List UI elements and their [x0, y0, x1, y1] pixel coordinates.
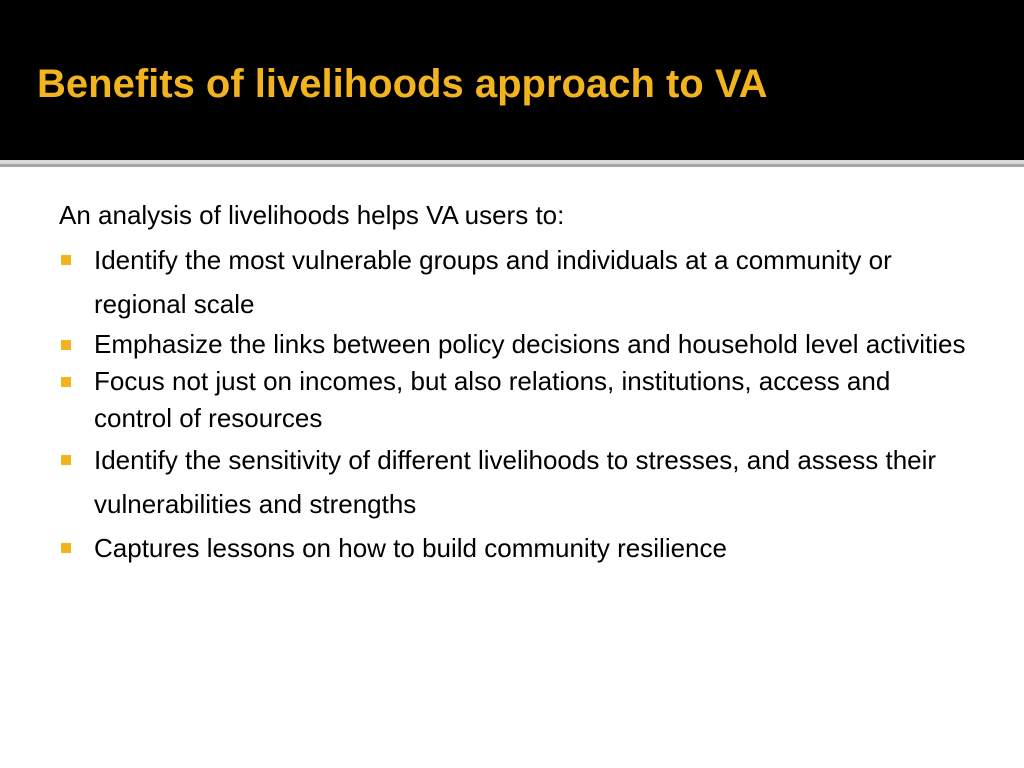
square-bullet-icon: [61, 543, 71, 553]
square-bullet-icon: [61, 255, 71, 265]
intro-text: An analysis of livelihoods helps VA users to:: [59, 200, 565, 230]
bullet-text: Focus not just on incomes, but also relations, institutions, access and control of resources: [94, 366, 891, 433]
slide-body: [59, 196, 969, 570]
bullet-text: Identify the sensitivity of different livelihoods to stresses, and assess their vulnerabilities and strengths: [94, 445, 937, 519]
list-item: [59, 438, 969, 526]
list-item: [59, 326, 969, 363]
list-item: [59, 363, 969, 437]
bullet-list: [59, 238, 969, 570]
slide-title: Benefits of livelihoods approach to VA: [37, 62, 768, 106]
bullet-text: Emphasize the links between policy decisions and household level activities: [94, 329, 966, 359]
title-bar: [0, 0, 1024, 160]
list-item: [59, 238, 969, 326]
square-bullet-icon: [61, 340, 71, 350]
square-bullet-icon: [61, 455, 71, 465]
list-item: [59, 526, 969, 570]
bullet-text: Captures lessons on how to build community resilience: [94, 533, 727, 563]
square-bullet-icon: [61, 377, 71, 387]
bullet-text: Identify the most vulnerable groups and individuals at a community or regional scale: [94, 245, 892, 319]
title-divider-shadow: [0, 164, 1024, 167]
